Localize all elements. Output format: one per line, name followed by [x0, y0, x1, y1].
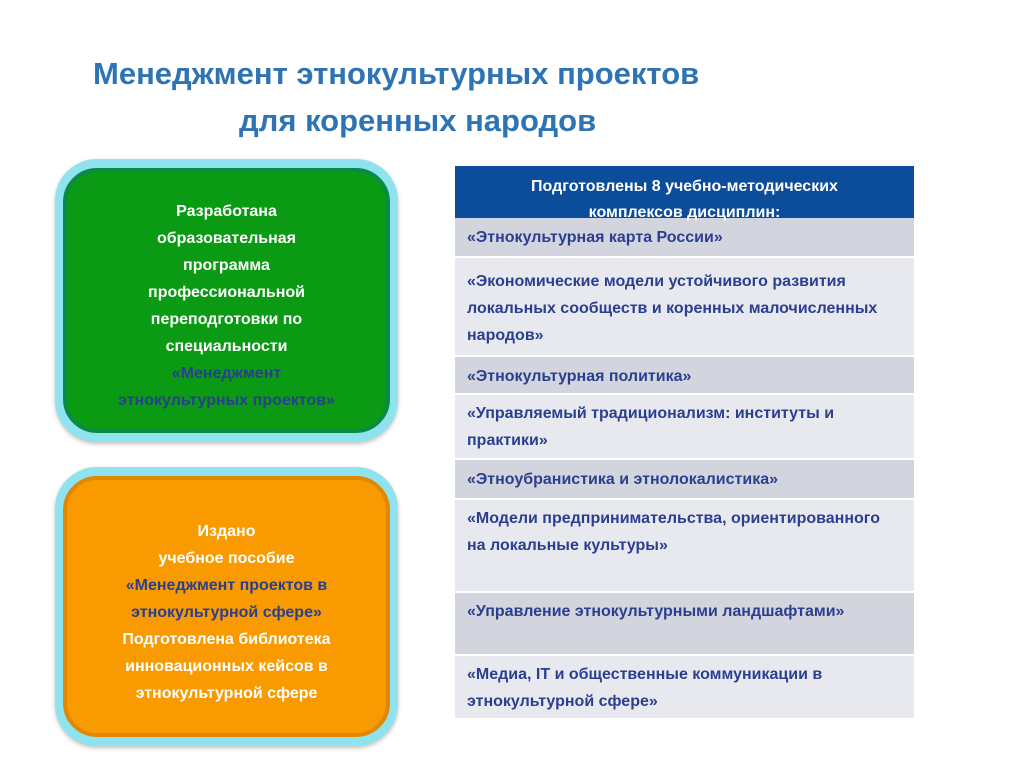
orange-box	[63, 476, 390, 737]
green-box-line: программа	[183, 257, 270, 274]
table-header	[455, 166, 914, 221]
table-row: «Управление этнокультурными ландшафтами»	[455, 593, 914, 656]
table-header-line-1: Подготовлены 8 учебно-методических	[531, 178, 838, 195]
orange-box-line: учебное пособие	[158, 550, 295, 567]
green-box-line: переподготовки по	[150, 311, 303, 328]
green-box-program-name: этнокультурных проектов»	[118, 392, 335, 409]
green-box-line: профессиональной	[148, 284, 305, 301]
table-row: «Этнокультурная политика»	[455, 357, 914, 395]
green-box-frame	[55, 159, 398, 442]
orange-box-book-title: «Менеджмент проектов в	[125, 577, 328, 594]
green-box-line: Разработана	[176, 203, 277, 220]
disciplines-table	[455, 166, 914, 720]
orange-box-line: этнокультурной сфере	[135, 685, 318, 702]
orange-box-frame	[55, 467, 398, 746]
green-box-line: специальности	[165, 338, 288, 355]
table-row: «Управляемый традиционализм: институты и практики»	[455, 395, 914, 460]
table-row: «Модели предпринимательства, ориентированного на локальные культуры»	[455, 500, 914, 593]
green-box	[63, 168, 390, 433]
table-row: «Этнокультурная карта России»	[455, 218, 914, 258]
green-box-program-name: «Менеджмент	[171, 365, 282, 382]
green-box-line: образовательная	[156, 230, 296, 247]
orange-box-book-title: этнокультурной сфере»	[131, 604, 322, 621]
orange-box-line: Издано	[197, 523, 256, 540]
orange-box-line: Подготовлена библиотека	[122, 631, 331, 648]
table-header-line-2: комплексов дисциплин:	[588, 204, 781, 221]
orange-box-line: инновационных кейсов в	[125, 658, 328, 675]
title-line-2: для коренных народов	[239, 103, 597, 138]
table-row: «Медиа, IT и общественные коммуникации в этнокультурной сфере»	[455, 656, 914, 720]
table-row: «Экономические модели устойчивого развития локальных сообществ и коренных малочисленных народов»	[455, 258, 914, 357]
title-line-1: Менеджмент этнокультурных проектов	[93, 56, 700, 91]
table-row: «Этноубранистика и этнолокалистика»	[455, 460, 914, 500]
